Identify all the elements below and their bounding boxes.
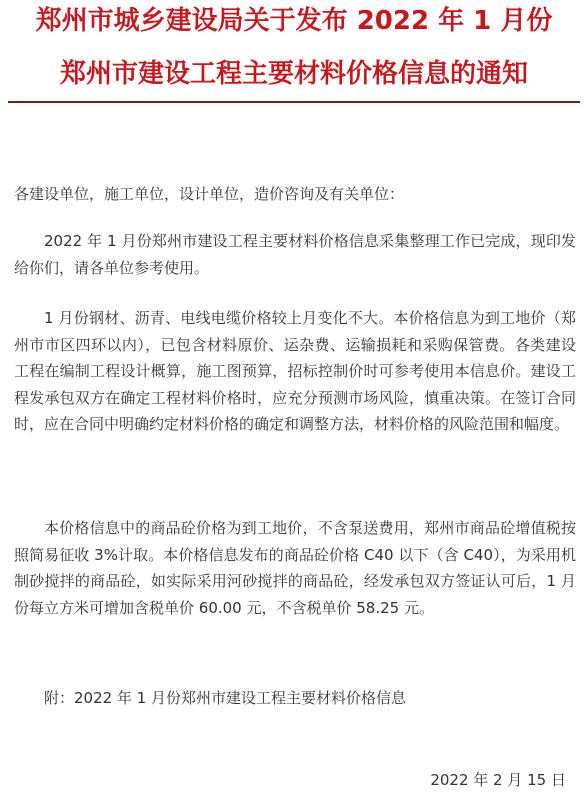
paragraph-intro: 2022 年 1 月份郑州市建设工程主要材料价格信息采集整理工作已完成，现印发给你们，请各单位参考使用。 bbox=[14, 232, 576, 277]
attachment-note: 附：2022 年 1 月份郑州市建设工程主要材料价格信息 bbox=[44, 689, 407, 707]
document-title-line-2: 郑州市建设工程主要材料价格信息的通知 bbox=[59, 59, 528, 89]
paragraph-price-scope: 1 月份钢材、沥青、电线电缆价格较上月变化不大。本价格信息为到工地价（郑州市市区四环以内），已包含材料原价、运杂费、运输损耗和采购保管费。各类建设工程在编制工程设计概算，施工图预算，招标控制价时可参考使用本信息价。建设工程发承包双方在确定工程材料价格时，应充分预测市场风险，慎重决策。在签订合同时，应在合同中明确约定材料价格的确定和调整方法，材料价格的风险范围和幅度。 bbox=[14, 309, 576, 433]
salutation: 各建设单位，施工单位，设计单位，造价咨询及有关单位： bbox=[14, 185, 405, 203]
title-divider bbox=[8, 101, 580, 103]
document-title-line-1: 郑州市城乡建设局关于发布 2022 年 1 月份 bbox=[35, 6, 553, 36]
issue-date: 2022 年 2 月 15 日 bbox=[430, 771, 566, 789]
paragraph-concrete-price: 本价格信息中的商品砼价格为到工地价，不含泵送费用，郑州市商品砼增值税按照简易征收 3%计取。本价格信息发布的商品砼价格 C40 以下（含 C40），为采用机制砂搅拌的商品砼，如实际采用河砂搅拌的商品砼，经发承包双方签证认可后，1 月份每立方米可增加含税单价 60.00 元，不含税单价 58.25 元。 bbox=[14, 519, 576, 617]
